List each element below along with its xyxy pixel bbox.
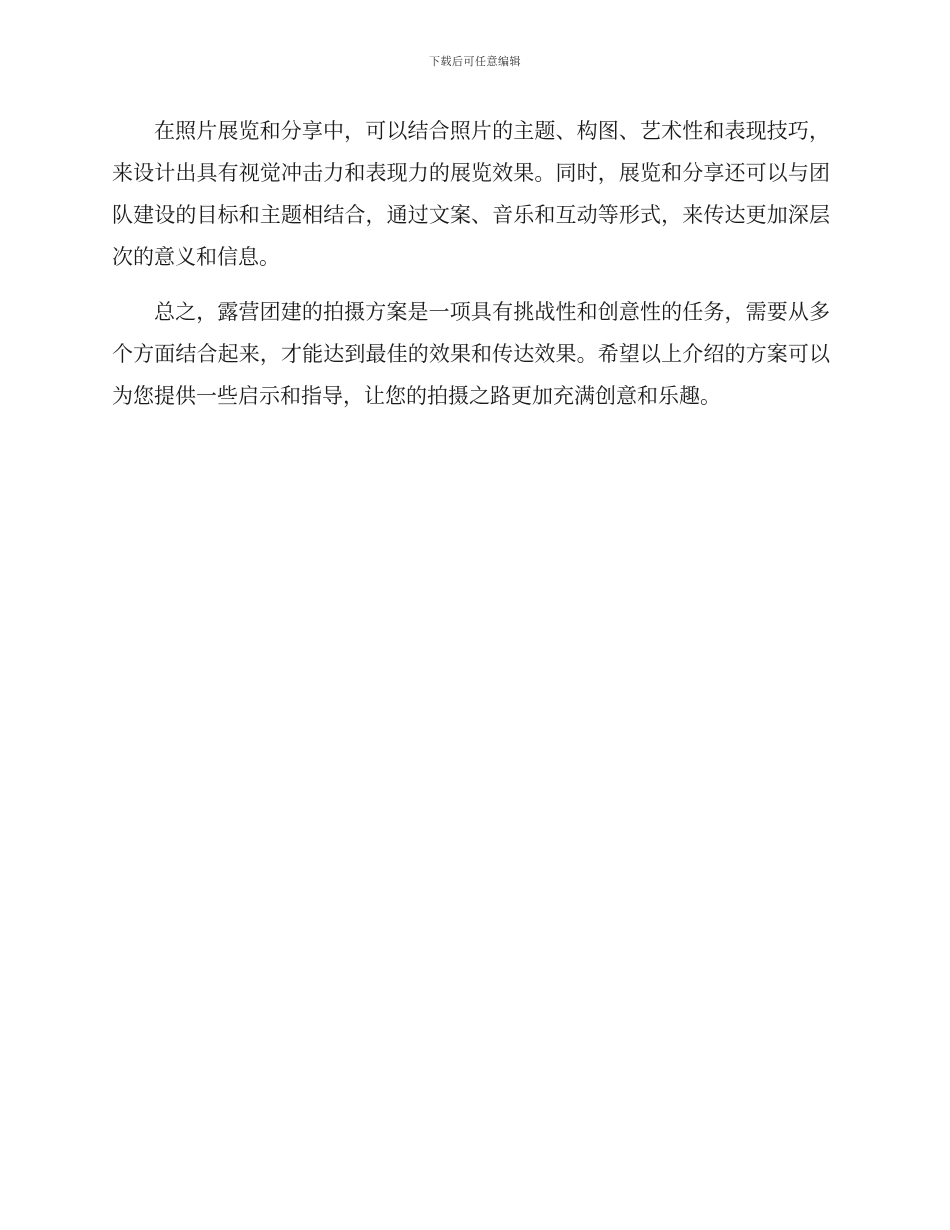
paragraph-photo-exhibition: 在照片展览和分享中，可以结合照片的主题、构图、艺术性和表现技巧，来设计出具有视觉冲击力和表现力的展览效果。同时，展览和分享还可以与团队建设的目标和主题相结合，通过文案、音乐和互动等形式，来传达更加深层次的意义和信息。	[112, 119, 830, 269]
document-body	[112, 110, 830, 430]
paragraph-conclusion: 总之，露营团建的拍摄方案是一项具有挑战性和创意性的任务，需要从多个方面结合起来，才能达到最佳的效果和传达效果。希望以上介绍的方案可以为您提供一些启示和指导，让您的拍摄之路更加充满创意和乐趣。	[112, 300, 830, 408]
page-header: 下载后可任意编辑	[429, 55, 521, 68]
